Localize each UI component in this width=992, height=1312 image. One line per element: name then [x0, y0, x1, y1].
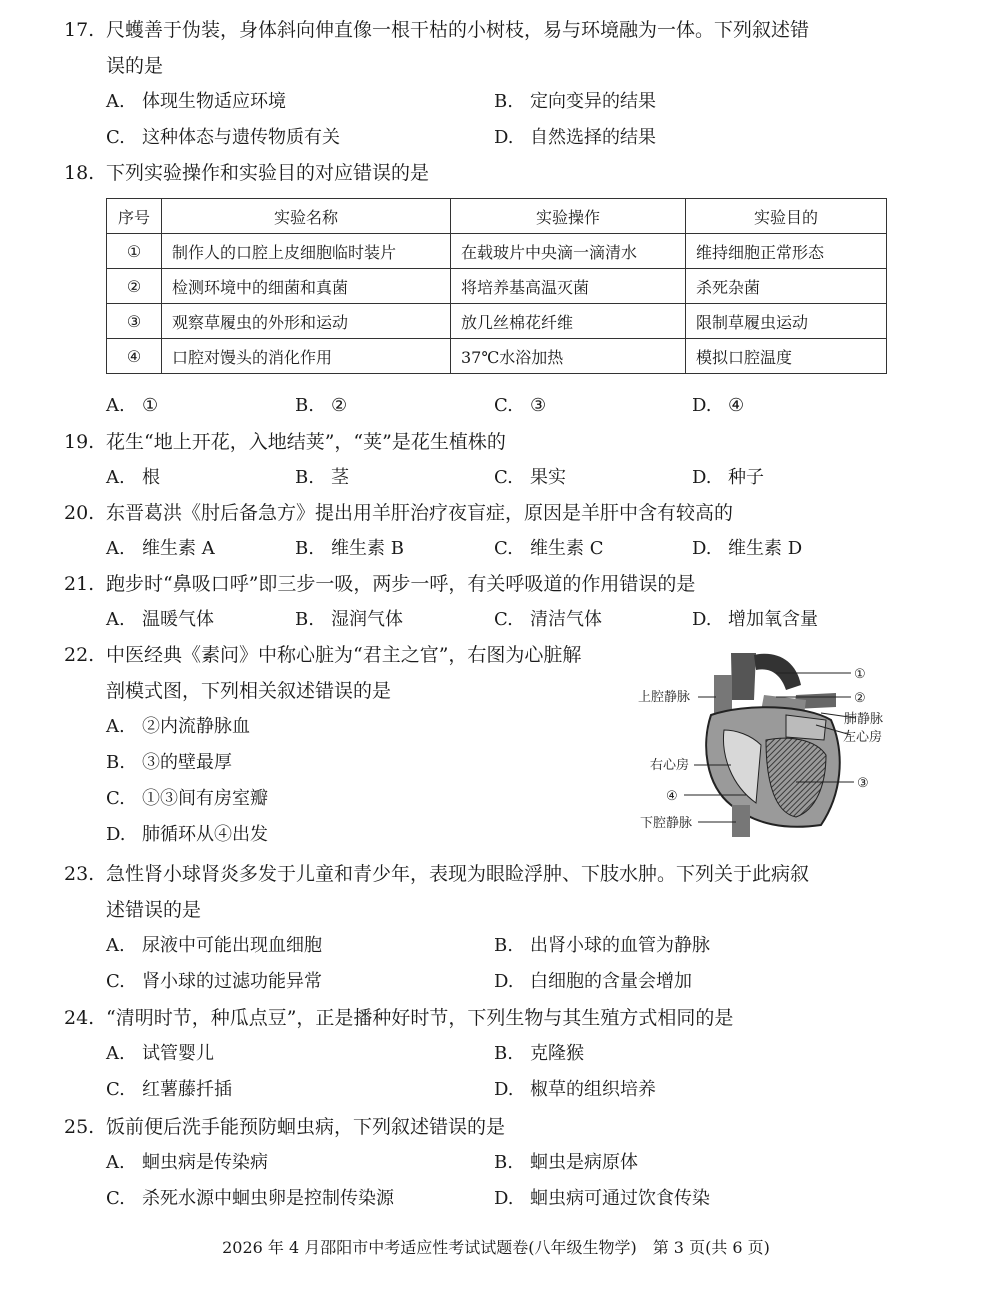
options-row	[64, 1145, 904, 1181]
table-row	[107, 304, 887, 339]
option-a: A. 尿液中可能出现血细胞	[106, 935, 322, 956]
question-stem: 花生“地上开花，入地结荚”，“荚”是花生植株的	[106, 431, 506, 453]
table-cell: ②	[107, 269, 162, 304]
question-22	[64, 637, 624, 853]
table-header: 实验名称	[162, 199, 451, 234]
option-c: C. ③	[494, 395, 547, 416]
label-left-atrium: 左心房	[843, 729, 883, 744]
option-a: A. 温暖气体	[106, 609, 214, 630]
table-cell: 37℃水浴加热	[451, 339, 686, 374]
question-23	[64, 856, 904, 1000]
table-cell: 观察草履虫的外形和运动	[162, 304, 451, 339]
question-number: 18.	[64, 162, 95, 184]
option-b: B. 维生素 B	[295, 538, 404, 559]
heart-diagram	[636, 645, 896, 840]
question-number: 21.	[64, 573, 95, 595]
question-number: 23.	[64, 863, 95, 885]
table-cell: ①	[107, 234, 162, 269]
label-4: ④	[666, 788, 678, 803]
question-number: 24.	[64, 1007, 95, 1029]
option-a: A. ①	[106, 395, 159, 416]
question-stem-continued: 述错误的是	[106, 899, 202, 921]
label-svc: 上腔静脉	[638, 689, 691, 704]
question-19	[64, 424, 904, 496]
table-header: 实验操作	[451, 199, 686, 234]
options-row	[64, 1036, 904, 1072]
table-cell: 检测环境中的细菌和真菌	[162, 269, 451, 304]
table-cell: ③	[107, 304, 162, 339]
option-d: D. ④	[692, 395, 745, 416]
option-d: D. 增加氧含量	[692, 609, 818, 630]
table-cell: 限制草履虫运动	[686, 304, 887, 339]
table-header: 实验目的	[686, 199, 887, 234]
question-number: 19.	[64, 431, 95, 453]
table-cell: 放几丝棉花纤维	[451, 304, 686, 339]
option-b: B. 湿润气体	[295, 609, 403, 630]
question-stem-continued: 剖模式图，下列相关叙述错误的是	[106, 680, 392, 702]
option-b: B. 茎	[295, 467, 349, 488]
option-d: D. 自然选择的结果	[494, 127, 656, 148]
option-b: B. 蛔虫是病原体	[494, 1152, 638, 1173]
option-c: C. 这种体态与遗传物质有关	[106, 127, 340, 148]
option-a: A. 体现生物适应环境	[106, 91, 286, 112]
options-row	[64, 602, 904, 638]
question-number: 22.	[64, 644, 95, 666]
question-17	[64, 12, 904, 156]
table-cell: 在载玻片中央滴一滴清水	[451, 234, 686, 269]
table-cell: ④	[107, 339, 162, 374]
question-18-options	[64, 388, 904, 424]
option-c: C. 红薯藤扦插	[106, 1079, 232, 1100]
label-right-atrium: 右心房	[650, 757, 690, 772]
page-footer: 2026 年 4 月邵阳市中考适应性考试试题卷(八年级生物学) 第 3 页(共 6 页)	[222, 1238, 770, 1257]
options-row	[64, 388, 904, 424]
question-stem: 饭前便后洗手能预防蛔虫病，下列叙述错误的是	[106, 1116, 506, 1138]
table-row	[107, 339, 887, 374]
options-row	[64, 531, 904, 567]
option-b: B. ②	[295, 395, 348, 416]
label-ivc: 下腔静脉	[640, 815, 693, 830]
option-b: B. 出肾小球的血管为静脉	[494, 935, 710, 956]
aortic-arch	[754, 654, 801, 690]
table-cell: 维持细胞正常形态	[686, 234, 887, 269]
options-row	[64, 1072, 904, 1108]
option-a: A. 维生素 A	[106, 538, 215, 559]
inferior-vena-cava	[732, 805, 750, 837]
option-b: B. 定向变异的结果	[494, 91, 656, 112]
table-cell: 制作人的口腔上皮细胞临时装片	[162, 234, 451, 269]
question-stem-continued: 误的是	[106, 55, 164, 77]
question-20	[64, 495, 904, 567]
table-header-row	[107, 199, 887, 234]
table-row	[107, 269, 887, 304]
table-row	[107, 234, 887, 269]
question-25	[64, 1109, 904, 1217]
question-stem: 东晋葛洪《肘后备急方》提出用羊肝治疗夜盲症，原因是羊肝中含有较高的	[106, 502, 734, 524]
option-d: D. 种子	[692, 467, 764, 488]
experiment-table	[106, 198, 887, 374]
label-1: ①	[854, 666, 866, 681]
option-c: C. 肾小球的过滤功能异常	[106, 971, 322, 992]
option-c: C. 果实	[494, 467, 566, 488]
option-b: B. 克隆猴	[494, 1043, 584, 1064]
question-21	[64, 566, 904, 638]
question-number: 20.	[64, 502, 95, 524]
table-header: 序号	[107, 199, 162, 234]
question-number: 25.	[64, 1116, 95, 1138]
options-row	[64, 1181, 904, 1217]
option-a: A. 根	[106, 467, 160, 488]
question-stem: 下列实验操作和实验目的对应错误的是	[106, 162, 430, 184]
option-a: A. ②内流静脉血	[106, 716, 250, 737]
superior-vena-cava	[714, 675, 732, 715]
question-stem: 跑步时“鼻吸口呼”即三步一吸，两步一呼，有关呼吸道的作用错误的是	[106, 573, 696, 595]
option-d: D. 维生素 D	[692, 538, 803, 559]
question-stem: 尺蠖善于伪装，身体斜向伸直像一根干枯的小树枝，易与环境融为一体。下列叙述错	[106, 19, 810, 41]
question-18	[64, 155, 904, 191]
option-c: C. 维生素 C	[494, 538, 604, 559]
option-d: D. 白细胞的含量会增加	[494, 971, 692, 992]
option-c: C. 清洁气体	[494, 609, 602, 630]
label-2: ②	[854, 690, 866, 705]
option-d: D. 椒草的组织培养	[494, 1079, 656, 1100]
question-24	[64, 1000, 904, 1108]
option-a: A. 试管婴儿	[106, 1043, 214, 1064]
options-row	[64, 928, 904, 964]
options-row	[64, 964, 904, 1000]
table-cell: 模拟口腔温度	[686, 339, 887, 374]
question-stem: “清明时节，种瓜点豆”，正是播种好时节，下列生物与其生殖方式相同的是	[106, 1007, 734, 1029]
options-row	[64, 120, 904, 156]
options-row	[64, 84, 904, 120]
left-atrium-chamber	[786, 715, 826, 740]
label-3: ③	[857, 775, 869, 790]
option-d: D. 肺循环从④出发	[106, 824, 268, 845]
option-a: A. 蛔虫病是传染病	[106, 1152, 268, 1173]
aorta	[731, 653, 756, 700]
option-b: B. ③的壁最厚	[106, 752, 232, 773]
options-row	[64, 460, 904, 496]
option-c: C. 杀死水源中蛔虫卵是控制传染源	[106, 1188, 394, 1209]
question-number: 17.	[64, 19, 95, 41]
table-cell: 杀死杂菌	[686, 269, 887, 304]
question-stem: 中医经典《素问》中称心脏为“君主之官”，右图为心脏解	[106, 644, 582, 666]
option-d: D. 蛔虫病可通过饮食传染	[494, 1188, 710, 1209]
question-stem: 急性肾小球肾炎多发于儿童和青少年，表现为眼睑浮肿、下肢水肿。下列关于此病叙	[106, 863, 810, 885]
table-cell: 口腔对馒头的消化作用	[162, 339, 451, 374]
label-pulmonary-vein: 肺静脉	[844, 711, 884, 726]
table-cell: 将培养基高温灭菌	[451, 269, 686, 304]
option-c: C. ①③间有房室瓣	[106, 788, 268, 809]
